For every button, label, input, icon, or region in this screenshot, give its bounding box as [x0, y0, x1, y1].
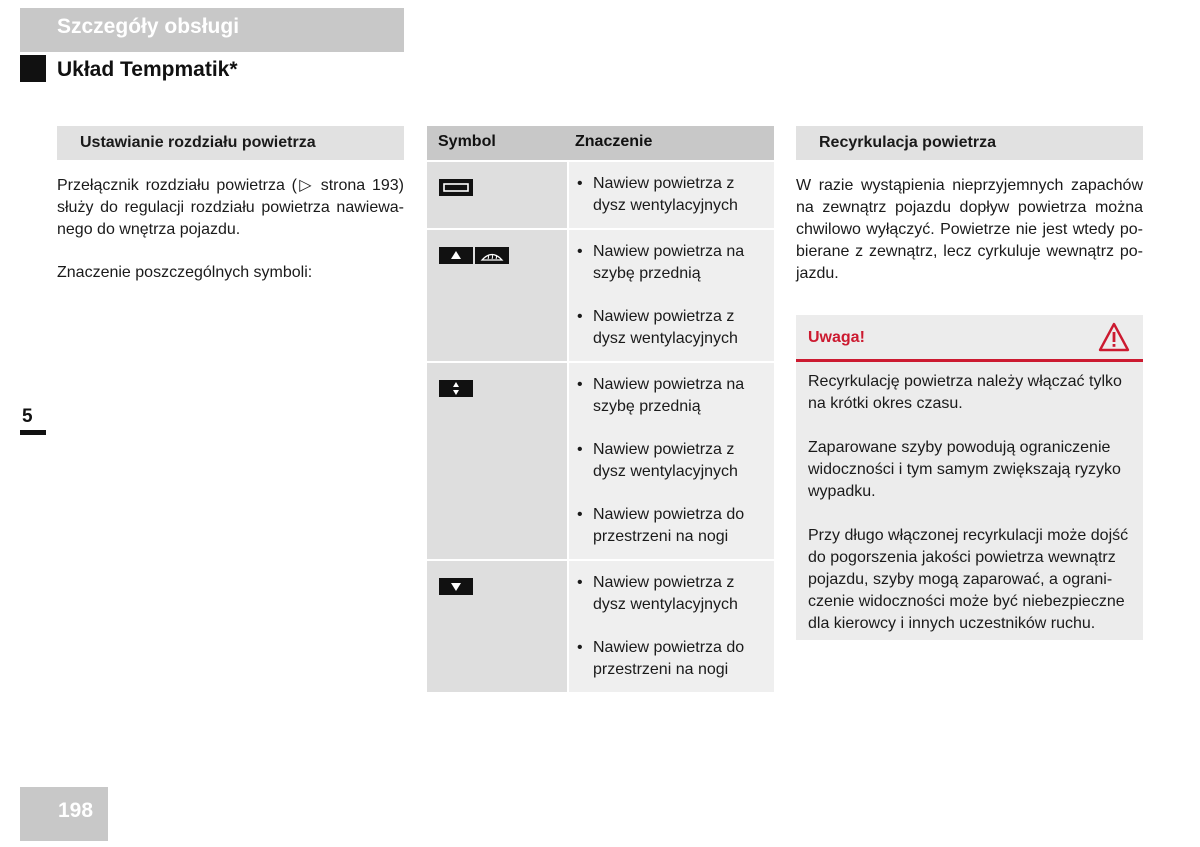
text-line: dla kierowcy i innych uczestników ruchu. [808, 615, 1096, 632]
chapter-tab-number: 5 [22, 406, 33, 427]
air-distribution-heading-bar [57, 126, 404, 160]
warning-title: Uwaga! [808, 329, 865, 346]
vent-icon [439, 179, 473, 196]
chapter-title: Szczegóły obsługi [57, 15, 240, 38]
text-line: czenie widoczności może być niebezpieczne [808, 593, 1125, 610]
text-line: Przy długo włączonej recyrkulacji może dojść [808, 527, 1129, 544]
recirculation-heading: Recyrkulacja powietrza [819, 134, 996, 151]
text-line: pojazdu, szyby mogą zaparować, a ograni- [808, 571, 1113, 588]
list-item: • Nawiew powietrza na szybę przednią [577, 374, 768, 418]
warning-body [808, 371, 1138, 657]
text-line: W razie wystąpienia nieprzyjemnych zapachów [796, 177, 1143, 194]
air-distribution-heading: Ustawianie rozdziału powietrza [80, 134, 316, 151]
table-row [427, 561, 774, 692]
text-line: jazdu. [796, 265, 839, 282]
chapter-tab-underline [20, 430, 46, 435]
warning-paragraph [808, 437, 1138, 503]
text-line: na krótki okres czasu. [808, 395, 963, 412]
list-item: • Nawiew powietrza z dysz wentylacyjnych [577, 173, 768, 217]
text-line: wypadku. [808, 483, 876, 500]
text-line: na zewnątrz pojazdu dopływ powietrza można [796, 199, 1143, 216]
recirculation-heading-bar [796, 126, 1143, 160]
symbols-intro: Znaczenie poszczególnych symboli: [57, 264, 313, 281]
warning-box [796, 315, 1143, 640]
arrow-up-down-icon [439, 380, 473, 397]
windscreen-defrost-icon [475, 247, 509, 264]
column-header-meaning: Znaczenie [575, 133, 653, 150]
table-row [427, 162, 774, 228]
text-line: służy do regulacji rozdziału powietrza nawiewa- [57, 199, 404, 216]
text-line: Recyrkulację powietrza należy włączać tylko [808, 373, 1122, 390]
meaning-cell [569, 162, 774, 228]
text-line: do pogorszenia jakości powietrza wewnątrz [808, 549, 1116, 566]
arrow-down-icon [439, 578, 473, 595]
table-header [427, 126, 774, 160]
warning-paragraph [808, 525, 1138, 635]
warning-triangle-icon [1097, 321, 1131, 358]
recirculation-paragraph [796, 175, 1143, 285]
meaning-cell [569, 230, 774, 361]
section-title: Układ Tempmatik* [57, 58, 238, 81]
warning-divider [796, 359, 1143, 362]
list-item: • Nawiew powietrza na szybę przednią [577, 241, 768, 285]
text-line: bierane z zewnątrz, lecz cyrkuluje wewnątrz po- [796, 243, 1143, 260]
symbol-cell [427, 230, 567, 361]
list-item: • Nawiew powietrza do przestrzeni na nogi [577, 504, 768, 548]
column-header-symbol: Symbol [438, 133, 496, 150]
symbol-cell [427, 561, 567, 692]
text-line: widoczności i tym samym zwiększają ryzyko [808, 461, 1121, 478]
text-line: nego do wnętrza pojazdu. [57, 221, 241, 238]
meaning-cell [569, 363, 774, 559]
page-number: 198 [58, 799, 94, 822]
list-item: • Nawiew powietrza z dysz wentylacyjnych [577, 306, 768, 350]
arrow-up-icon [439, 247, 473, 264]
text-line: Zaparowane szyby powodują ograniczenie [808, 439, 1111, 456]
text-line: Przełącznik rozdziału powietrza (▷ strona 193) [57, 177, 404, 194]
page-number-box [20, 787, 108, 841]
meaning-cell [569, 561, 774, 692]
symbol-cell [427, 363, 567, 559]
list-item: • Nawiew powietrza do przestrzeni na nogi [577, 637, 768, 681]
chapter-header-bar [20, 8, 404, 52]
symbols-table [427, 126, 774, 692]
list-item: • Nawiew powietrza z dysz wentylacyjnych [577, 439, 768, 483]
section-marker [20, 55, 46, 82]
air-distribution-paragraph [57, 175, 404, 241]
warning-paragraph [808, 371, 1138, 415]
text-line: chwilowo wyłączyć. Powietrze nie jest wtedy po- [796, 221, 1143, 238]
symbol-cell [427, 162, 567, 228]
list-item: • Nawiew powietrza z dysz wentylacyjnych [577, 572, 768, 616]
table-row [427, 363, 774, 559]
table-row [427, 230, 774, 361]
